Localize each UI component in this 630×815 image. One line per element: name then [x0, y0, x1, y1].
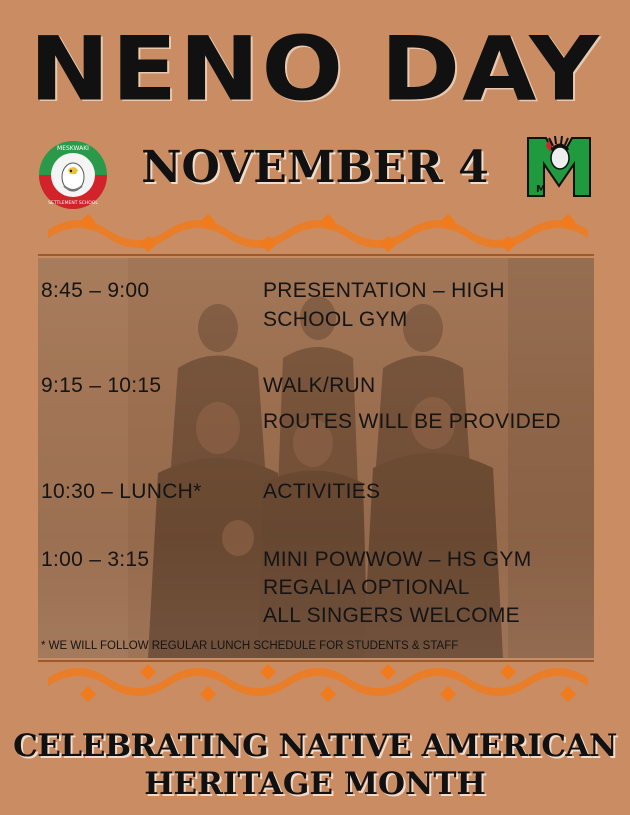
mascot-m-logo	[526, 136, 592, 198]
schedule-activity: WALK/RUN	[263, 374, 376, 397]
footer-line-1: CELEBRATING NATIVE AMERICAN	[13, 728, 617, 764]
footer-line-2: HERITAGE MONTH	[144, 766, 486, 802]
schedule-time: 8:45 – 9:00	[41, 279, 150, 302]
schedule-activity: REGALIA OPTIONAL	[263, 576, 470, 599]
schedule-time: 9:15 – 10:15	[41, 374, 162, 397]
event-date: NOVEMBER 4	[141, 142, 489, 193]
page-title: NENO DAY	[29, 17, 601, 121]
schedule-activity: MINI POWWOW – HS GYM	[263, 548, 532, 571]
schedule-activity: ALL SINGERS WELCOME	[263, 604, 520, 627]
logo-top-text: MESKWAKI	[57, 145, 89, 152]
logo-letter: M	[536, 184, 546, 195]
schedule-list	[38, 258, 594, 658]
schedule-time: 1:00 – 3:15	[41, 548, 150, 571]
logo-bottom-text: SETTLEMENT SCHOOL	[48, 201, 98, 206]
schedule-activity: SCHOOL GYM	[263, 308, 408, 331]
schedule-activity: ROUTES WILL BE PROVIDED	[263, 410, 561, 433]
decorative-border-bottom	[38, 660, 594, 708]
schedule-activity: PRESENTATION – HIGH	[263, 279, 505, 302]
schedule-time: 10:30 – LUNCH*	[41, 480, 202, 503]
lunch-note: * WE WILL FOLLOW REGULAR LUNCH SCHEDULE FOR STUDENTS & STAFF	[41, 640, 459, 652]
schedule-activity: ACTIVITIES	[263, 480, 381, 503]
schedule-panel	[38, 258, 594, 658]
decorative-border-top	[38, 208, 594, 256]
